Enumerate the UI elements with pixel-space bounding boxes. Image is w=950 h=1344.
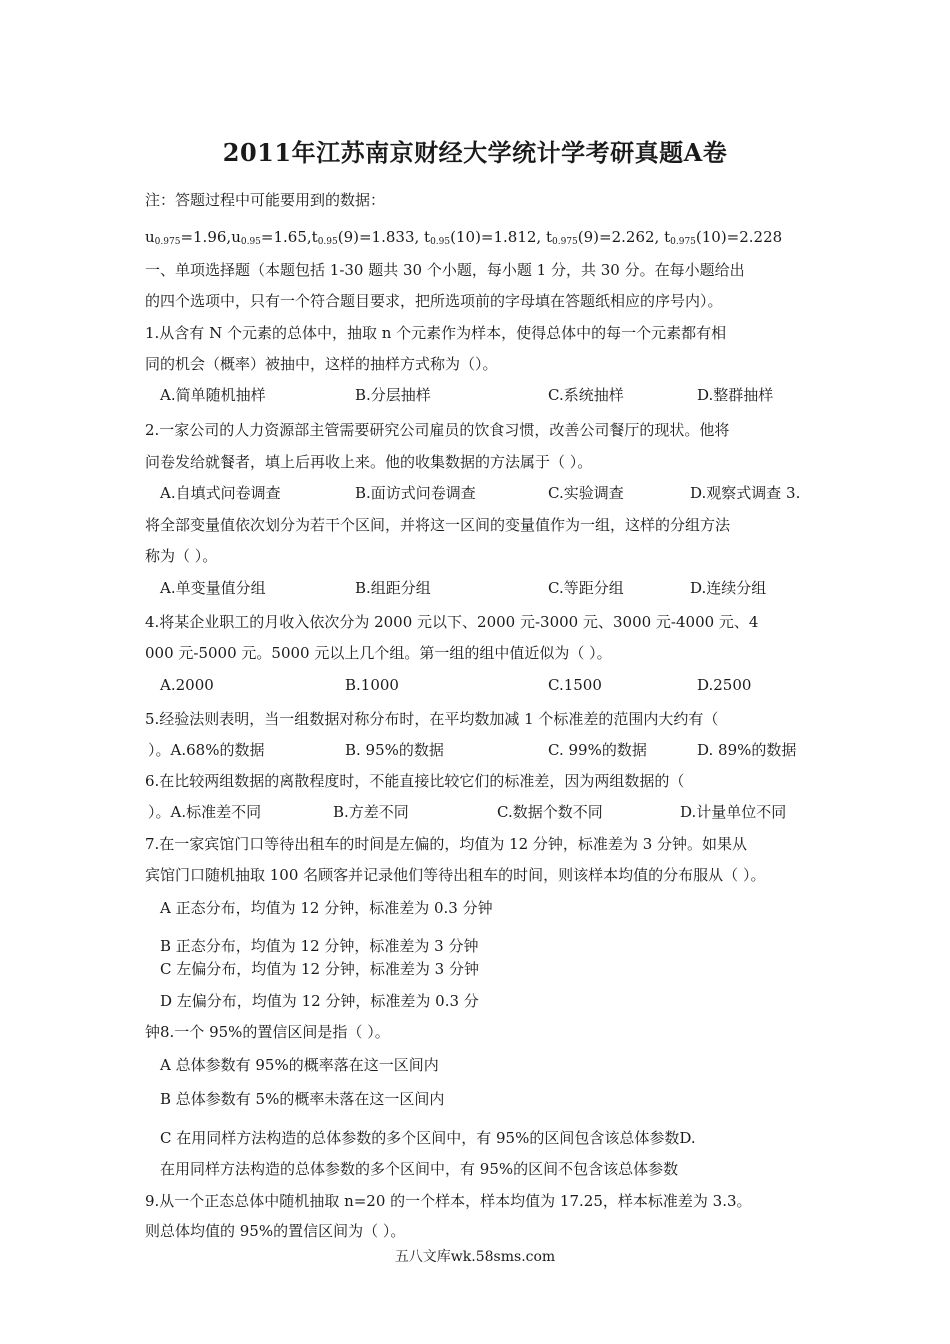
q7-option-a: A 正态分布，均值为 12 分钟，标准差为 0.3 分钟 <box>160 899 493 917</box>
q2-option-a: A.自填式问卷调查 <box>160 484 281 502</box>
q8-option-b: B 总体参数有 5%的概率未落在这一区间内 <box>160 1090 445 1108</box>
q2-options <box>0 483 950 503</box>
q1-option-c: C.系统抽样 <box>548 386 624 404</box>
q5-option-d: D. 89%的数据 <box>697 741 797 759</box>
q1-option-d: D.整群抽样 <box>697 386 774 404</box>
q6-option-c: C.数据个数不同 <box>497 803 603 821</box>
q6-stem-line1: 6.在比较两组数据的离散程度时，不能直接比较它们的标准差，因为两组数据的（ <box>145 772 685 790</box>
q3-option-b: B.组距分组 <box>355 579 431 597</box>
formula-t1: $t_{0.95}(9)=1.833$, <box>311 228 420 247</box>
q9-stem-line2: 则总体均值的 95%的置信区间为（ ）。 <box>145 1222 406 1240</box>
q6-options <box>0 802 950 822</box>
section-instructions-line2: 的四个选项中，只有一个符合题目要求，把所选项前的字母填在答题纸相应的序号内）。 <box>145 292 723 310</box>
q5-option-a: ）。A.68%的数据 <box>148 741 265 759</box>
q4-option-b: B.1000 <box>345 676 399 694</box>
q1-stem-line2: 同的机会（概率）被抽中，这样的抽样方式称为（）。 <box>145 355 498 373</box>
q4-stem-line2: 000 元-5000 元。5000 元以上几个组。第一组的组中值近似为（ ）。 <box>145 644 612 662</box>
formula-t4: $t_{0.975}(10)=2.228$ <box>664 228 783 247</box>
q5-option-b: B. 95%的数据 <box>345 741 444 759</box>
q6-option-a: ）。A.标准差不同 <box>148 803 262 821</box>
q1-option-b: B.分层抽样 <box>355 386 431 404</box>
q7-option-b: B 正态分布，均值为 12 分钟，标准差为 3 分钟 <box>160 937 479 955</box>
q7-stem-line1: 7.在一家宾馆门口等待出租车的时间是左偏的，均值为 12 分钟，标准差为 3 分钟。如果从 <box>145 835 748 853</box>
formula-u1: $u_{0.975}=1.96$, <box>145 228 232 247</box>
page-title: 2011年江苏南京财经大学统计学考研真题A卷 <box>222 138 728 167</box>
q3-option-a: A.单变量值分组 <box>160 579 266 597</box>
q4-option-c: C.1500 <box>548 676 602 694</box>
section-instructions-line1: 一、单项选择题（本题包括 1-30 题共 30 个小题，每小题 1 分，共 30 分。在每小题给出 <box>145 261 745 279</box>
q7-stem-line2: 宾馆门口随机抽取 100 名顾客并记录他们等待出租车的时间，则该样本均值的分布服从（ ）。 <box>145 866 766 884</box>
note-text: 注：答题过程中可能要用到的数据： <box>145 191 386 209</box>
q1-option-a: A.简单随机抽样 <box>160 386 266 404</box>
formula-t3: $t_{0.975}(9)=2.262$, <box>545 228 660 247</box>
q2-option-d: D.观察式调查 3. <box>690 484 801 502</box>
q7-option-c: C 左偏分布，均值为 12 分钟，标准差为 3 分钟 <box>160 960 479 978</box>
q4-options <box>0 675 950 695</box>
q2-option-c: C.实验调查 <box>548 484 624 502</box>
q5-stem-line1: 5.经验法则表明，当一组数据对称分布时，在平均数加减 1 个标准差的范围内大约有（ <box>145 710 719 728</box>
q3-stem-line1: 将全部变量值依次划分为若干个区间，并将这一区间的变量值作为一组，这样的分组方法 <box>145 516 731 534</box>
formula-t2: $t_{0.95}(10)=1.812$, <box>424 228 542 247</box>
q3-stem-line2: 称为（ ）。 <box>145 547 218 565</box>
q1-options <box>0 385 950 405</box>
q3-option-d: D.连续分组 <box>690 579 767 597</box>
q2-stem-line1: 2.一家公司的人力资源部主管需要研究公司雇员的饮食习惯，改善公司餐厅的现状。他将 <box>145 421 730 439</box>
q7-option-d: D 左偏分布，均值为 12 分钟，标准差为 0.3 分 <box>160 992 479 1010</box>
q8-option-d: 在用同样方法构造的总体参数的多个区间中，有 95%的区间不包含该总体参数 <box>160 1160 679 1178</box>
q2-option-b: B.面访式问卷调查 <box>355 484 476 502</box>
q2-stem-line2: 问卷发给就餐者，填上后再收上来。他的收集数据的方法属于（ ）。 <box>145 453 593 471</box>
q9-stem-line1: 9.从一个正态总体中随机抽取 n=20 的一个样本，样本均值为 17.25，样本标准差为 3.3。 <box>145 1192 752 1210</box>
q8-option-a: A 总体参数有 95%的概率落在这一区间内 <box>160 1056 439 1074</box>
q5-options <box>0 740 950 760</box>
q5-option-c: C. 99%的数据 <box>548 741 647 759</box>
q4-option-a: A.2000 <box>160 676 214 694</box>
q3-option-c: C.等距分组 <box>548 579 624 597</box>
q8-stem-line1: 钟8.一个 95%的置信区间是指（ ）。 <box>145 1023 390 1041</box>
footer-watermark: 五八文库wk.58sms.com <box>394 1249 556 1265</box>
q8-option-c: C 在用同样方法构造的总体参数的多个区间中，有 95%的区间包含该总体参数D. <box>160 1129 696 1147</box>
q4-stem-line1: 4.将某企业职工的月收入依次分为 2000 元以下、2000 元-3000 元、3000 元-4000 元、4 <box>145 613 759 631</box>
q6-option-b: B.方差不同 <box>333 803 409 821</box>
formula-u2: $u_{0.95}=1.65$, <box>231 228 312 247</box>
q4-option-d: D.2500 <box>697 676 752 694</box>
q3-options <box>0 578 950 598</box>
formula-line <box>145 227 782 252</box>
q6-option-d: D.计量单位不同 <box>680 803 787 821</box>
q1-stem-line1: 1.从含有 N 个元素的总体中，抽取 n 个元素作为样本，使得总体中的每一个元素都有相 <box>145 324 727 342</box>
